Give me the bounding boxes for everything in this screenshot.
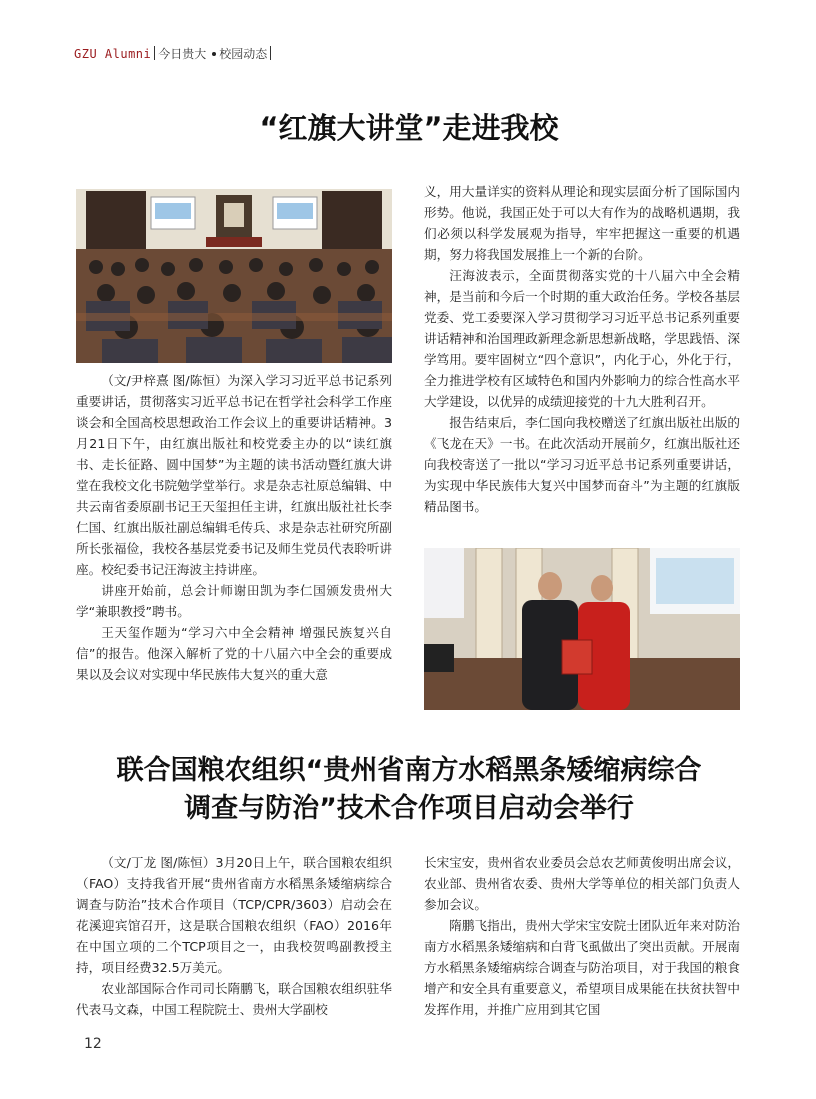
article2-paragraph: 农业部国际合作司司长隋鹏飞，联合国粮农组织驻华代表马文森，中国工程院院士、贵州大学副校 xyxy=(76,981,392,1017)
article1-paragraph: 讲座开始前，总会计师谢田凯为李仁国颁发贵州大学“兼职教授”聘书。 xyxy=(76,583,392,619)
article1-right-column xyxy=(424,181,740,517)
article2-title-line2: 调查与防治”技术合作项目启动会举行 xyxy=(184,793,634,824)
article2-paragraph: 隋鹏飞指出，贵州大学宋宝安院士团队近年来对防治南方水稻黑条矮缩病和白背飞虱做出了突出贡献。开展南方水稻黑条矮缩病综合调查与防治项目，对于我国的粮食增产和安全具有重要意义，希望项目成果能在扶贫扶智中发挥作用，并推广应用到其它国 xyxy=(424,918,740,1017)
article2-paragraph: 长宋宝安，贵州省农业委员会总农艺师黄俊明出席会议，农业部、贵州省农委、贵州大学等单位的相关部门负责人参加会议。 xyxy=(424,855,740,912)
article2-left-column xyxy=(76,852,392,1020)
article2-right-column xyxy=(424,852,740,1020)
article2-paragraph: （文/丁龙 图/陈恒）3月20日上午，联合国粮农组织（FAO）支持我省开展“贵州省南方水稻黑条矮缩病综合调查与防治”技术合作项目（TCP/CPR/3603）启动会在花溪迎宾馆召开，这是联合国粮农组织（FAO）2016年在中国立项的二个TCP项目之一，由我校贺鸣副教授主持，项目经费32.5万美元。 xyxy=(76,855,392,975)
header-section: 今日贵大 xyxy=(158,47,207,61)
article2-title-line1: 联合国粮农组织“贵州省南方水稻黑条矮缩病综合 xyxy=(116,755,702,786)
article1-paragraph: （文/尹梓熹 图/陈恒）为深入学习习近平总书记系列重要讲话，贯彻落实习近平总书记在哲学社会科学工作座谈会和全国高校思想政治工作会议上的重要讲话精神。3月21日下午，由红旗出版社和校党委主办的以“读红旗书、走长征路、圆中国梦”为主题的读书活动暨红旗大讲堂在我校文化书院勉学堂举行。求是杂志社原总编辑、中共云南省委原副书记王天玺担任主讲，红旗出版社社长李仁国、红旗出版社副总编辑毛传兵、求是杂志社研究所副所长张福俭，我校各基层党委书记及师生党员代表聆听讲座。校纪委书记汪海波主持讲座。 xyxy=(76,373,392,577)
header-alumni: GZU Alumni xyxy=(74,47,152,61)
article2-title xyxy=(74,752,744,828)
header-divider xyxy=(154,46,155,60)
article1-paragraph: 王天玺作题为“学习六中全会精神 增强民族复兴自信”的报告。他深入解析了党的十八届六中全会的重要成果以及会议对实现中华民族伟大复兴的重大意 xyxy=(76,625,392,682)
article1-paragraph: 义，用大量详实的资料从理论和现实层面分析了国际国内形势。他说，我国正处于可以大有作为的战略机遇期，我们必须以科学发展观为指导，牢牢把握这一重要的机遇期，努力将我国发展推上一个新的台阶。 xyxy=(424,184,740,262)
presentation-photo xyxy=(424,548,740,710)
article1-paragraph: 报告结束后，李仁国向我校赠送了红旗出版社出版的《飞龙在天》一书。在此次活动开展前夕，红旗出版社还向我校寄送了一批以“学习习近平总书记系列重要讲话，为实现中华民族伟大复兴中国梦而奋斗”为主题的红旗版精品图书。 xyxy=(424,415,740,514)
header-subsection: 校园动态 xyxy=(219,47,268,61)
lecture-photo xyxy=(76,189,392,363)
page-number: 12 xyxy=(84,1036,102,1052)
running-header xyxy=(74,44,274,64)
header-divider-end xyxy=(270,46,271,60)
article1-title: “红旗大讲堂”走进我校 xyxy=(259,111,559,145)
bullet-icon xyxy=(212,52,216,56)
article1-paragraph: 汪海波表示，全面贯彻落实党的十八届六中全会精神，是当前和今后一个时期的重大政治任务。学校各基层党委、党工委要深入学习贯彻学习习近平总书记系列重要讲话精神和治国理政新理念新思想新战略，学思践悟、深学笃用。要牢固树立“四个意识”，内化于心，外化于行，全力推进学校有区域特色和国内外影响力的综合性高水平大学建设，以优异的成绩迎接党的十九大胜利召开。 xyxy=(424,268,740,409)
article1-left-column xyxy=(76,370,392,685)
